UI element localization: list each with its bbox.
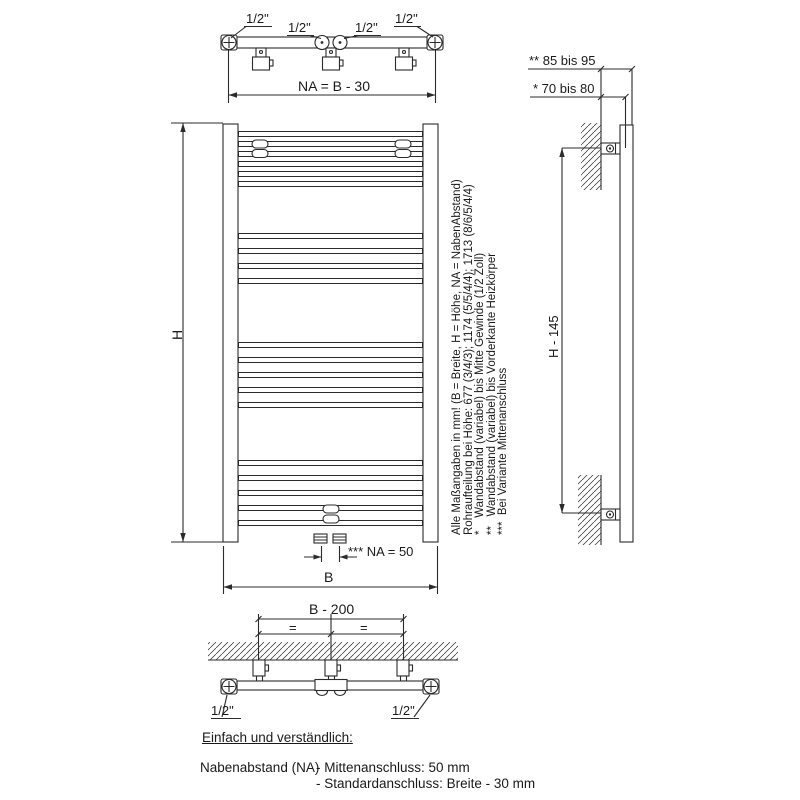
bottom-view-center-plate	[315, 680, 347, 691]
side-view-radiator-profile	[620, 125, 633, 542]
wall-hatch-bottom	[578, 475, 601, 545]
height-dim-label: H	[169, 329, 185, 340]
front-view-connection-stubs	[314, 534, 346, 543]
bottom-view-brackets	[253, 660, 413, 681]
top-view-bar	[227, 37, 435, 48]
bottom-view-linework	[208, 614, 458, 719]
wall-distance-front-dim-label: ** 85 bis 95	[529, 53, 596, 68]
footer-term: Nabenabstand (NA)	[200, 760, 320, 775]
front-view-linework	[171, 123, 438, 594]
top-view-connection-left	[221, 35, 237, 50]
top-view-brackets	[253, 48, 417, 70]
width-dim-label: B	[324, 569, 334, 585]
wall-distance-thread-dim-label: * 70 bis 80	[533, 81, 595, 96]
top-view-connection-right	[427, 35, 443, 50]
connection-size-label-3: 1/2"	[355, 20, 378, 35]
hub-distance-dim-label: NA = B - 30	[298, 78, 370, 94]
bottom-width-dim-label: B - 200	[309, 601, 355, 617]
bottom-view-connection-right	[423, 679, 439, 694]
note-line-2: Rohraufteilung bei Höhe: 677 (3/4/3); 1174 (5/5/4/4); 1713 (8/6/5/4/4)	[462, 184, 475, 535]
wall-hatch-band	[208, 642, 458, 660]
side-view-bracket-bottom	[601, 509, 620, 520]
note-line-1: Alle Maßangaben in mm! (B = Breite, H = Höhe, NA = NabenAbstand)	[451, 179, 463, 535]
equal-spacing-left: =	[289, 620, 297, 635]
side-view-bracket-top	[601, 143, 620, 154]
wall-hatch-top	[581, 123, 601, 190]
side-view-linework	[528, 66, 635, 545]
note-line-3: * Wandabstand (variabel) bis Mitte Gewinde (1/2 Zoll)	[474, 252, 486, 535]
front-view-bracket-ovals	[252, 140, 411, 523]
bracket-distance-dim-label: H - 145	[546, 315, 561, 358]
bottom-connection-size-label-right: 1/2"	[392, 703, 415, 718]
note-line-5: *** Bei Variante Mittenanschluss	[497, 367, 509, 535]
connection-size-label-4: 1/2"	[395, 11, 418, 26]
footer-item-mittenanschluss: - Mittenanschluss: 50 mm	[316, 760, 470, 775]
note-line-4: ** Wandabstand (variabel) bis Vorderkante Heizkörper	[485, 252, 498, 535]
front-view-left-rail	[223, 124, 238, 542]
front-view-right-rail	[423, 124, 438, 542]
bottom-connection-size-label-left: 1/2"	[211, 703, 234, 718]
connection-size-label-1: 1/2"	[246, 11, 269, 26]
equal-spacing-right: =	[360, 620, 368, 635]
footer-heading: Einfach und verständlich:	[202, 730, 353, 745]
center-connection-dim-label: *** NA = 50	[348, 544, 414, 559]
footer-item-standardanschluss: - Standardanschluss: Breite - 30 mm	[316, 776, 536, 791]
connection-size-label-2: 1/2"	[288, 20, 311, 35]
side-view-h145-dimension	[559, 148, 601, 513]
bottom-view-connection-left	[221, 679, 237, 694]
